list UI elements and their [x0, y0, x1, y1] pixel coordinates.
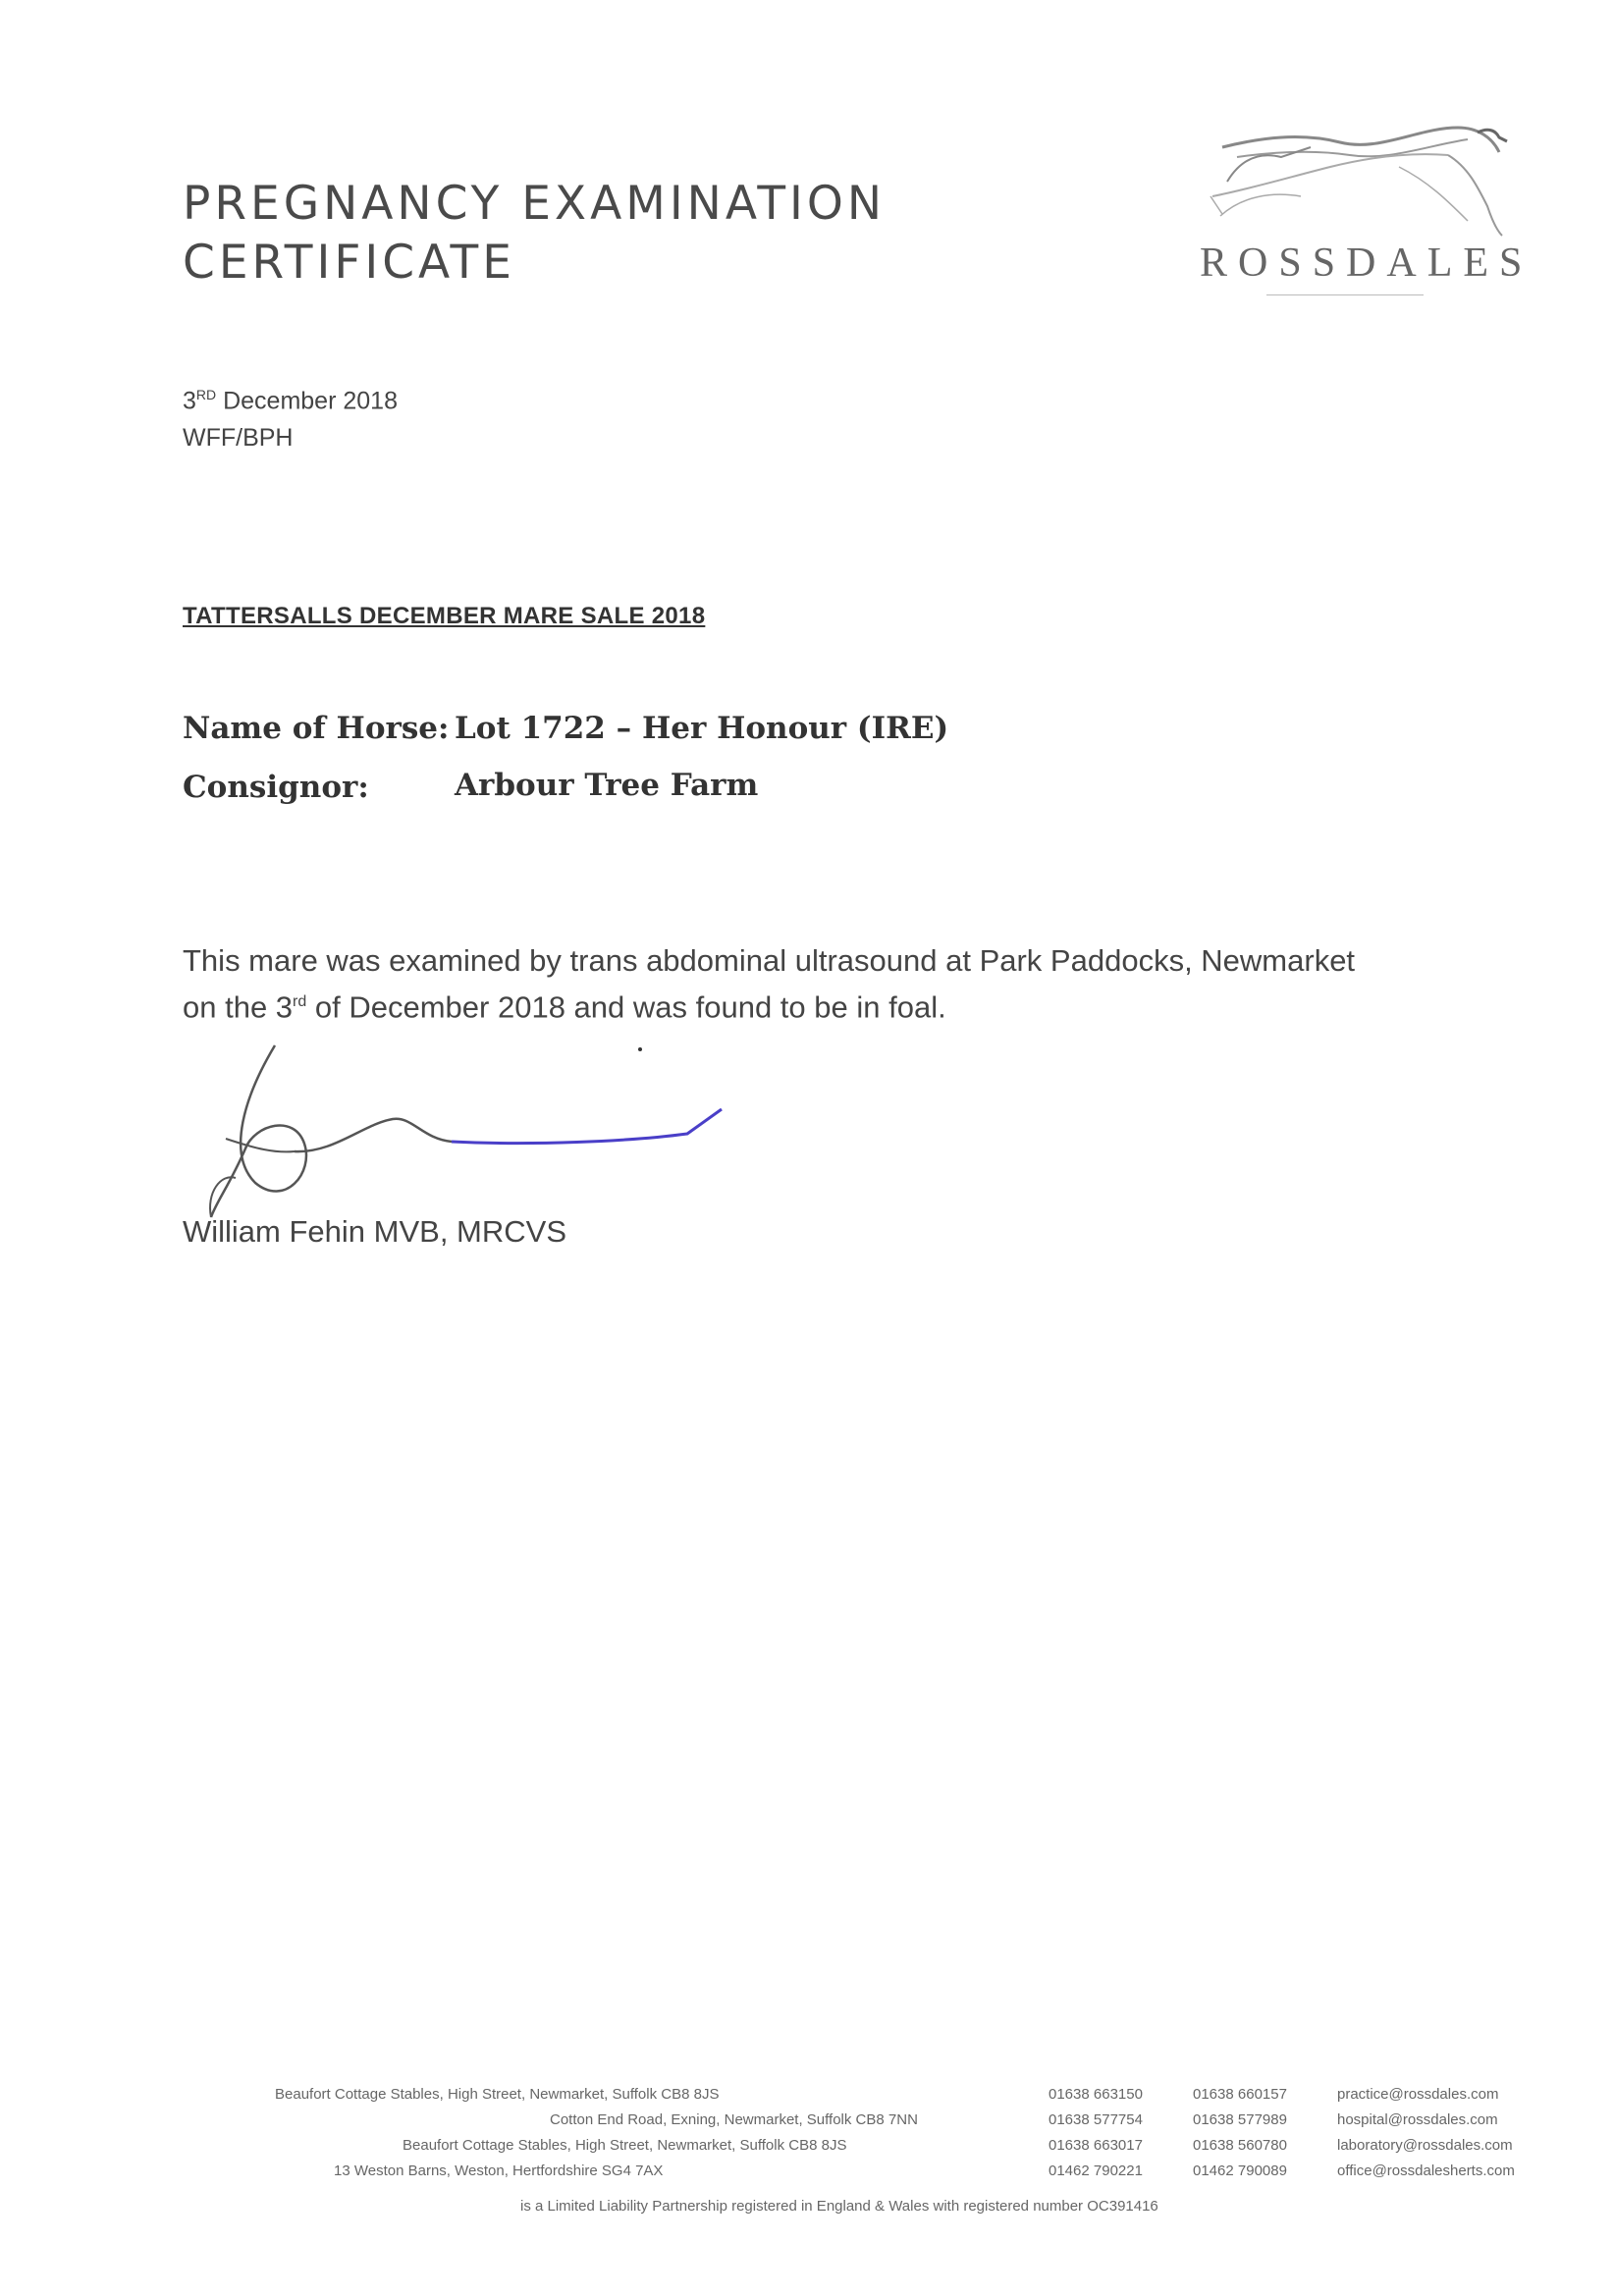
footer-email: hospital@rossdales.com [1337, 2111, 1498, 2128]
footer-email: laboratory@rossdales.com [1337, 2137, 1513, 2154]
footer-row [275, 2086, 1551, 2108]
signer-name: William Fehin MVB, MRCVS [183, 1214, 566, 1249]
footer-address: Cotton End Road, Exning, Newmarket, Suffolk CB8 7NN [550, 2111, 918, 2128]
sale-heading: TATTERSALLS DECEMBER MARE SALE 2018 [183, 603, 706, 629]
footer-fax: 01638 660157 [1193, 2086, 1287, 2103]
footer-fax: 01638 560780 [1193, 2137, 1287, 2154]
footer-address: Beaufort Cottage Stables, High Street, Newmarket, Suffolk CB8 8JS [275, 2086, 720, 2103]
footer-row [275, 2163, 1551, 2184]
rossdales-logo-text: ROSSDALES [1200, 240, 1533, 286]
certificate-title [183, 175, 886, 293]
consignor-value: Arbour Tree Farm [455, 768, 759, 803]
statement-line-1: This mare was examined by trans abdominal ultrasound at Park Paddocks, Newmarket [183, 943, 1356, 978]
horse-name-label: Name of Horse: [183, 711, 450, 746]
title-line-1: PREGNANCY EXAMINATION [183, 177, 887, 231]
footer-email: office@rossdalesherts.com [1337, 2163, 1515, 2179]
document-reference: WFF/BPH [183, 424, 294, 453]
footer-address: 13 Weston Barns, Weston, Hertfordshire SG4 7AX [334, 2163, 664, 2179]
footer-registration-note: is a Limited Liability Partnership registered in England & Wales with registered number OC391416 [520, 2198, 1158, 2215]
footer-phone: 01638 577754 [1049, 2111, 1143, 2128]
horse-name-value: Lot 1722 – Her Honour (IRE) [455, 711, 949, 746]
statement-line-2: on the 3rd of December 2018 and was found to be in foal. [183, 989, 946, 1025]
footer-phone: 01638 663017 [1049, 2137, 1143, 2154]
consignor-label: Consignor: [183, 770, 369, 805]
horse-logo-icon [1183, 98, 1517, 324]
footer-row [275, 2137, 1551, 2159]
footer-address: Beaufort Cottage Stables, High Street, Newmarket, Suffolk CB8 8JS [403, 2137, 847, 2154]
document-meta [183, 376, 398, 456]
signature-image [187, 1036, 736, 1232]
footer-email: practice@rossdales.com [1337, 2086, 1499, 2103]
footer-fax: 01462 790089 [1193, 2163, 1287, 2179]
document-date: 3RD December 2018 [183, 387, 398, 415]
footer-fax: 01638 577989 [1193, 2111, 1287, 2128]
footer-phone: 01462 790221 [1049, 2163, 1143, 2179]
footer-row [275, 2111, 1551, 2133]
logo-divider [1266, 294, 1424, 295]
examination-statement [183, 940, 1459, 1028]
footer-phone: 01638 663150 [1049, 2086, 1143, 2103]
title-line-2: CERTIFICATE [183, 236, 515, 290]
